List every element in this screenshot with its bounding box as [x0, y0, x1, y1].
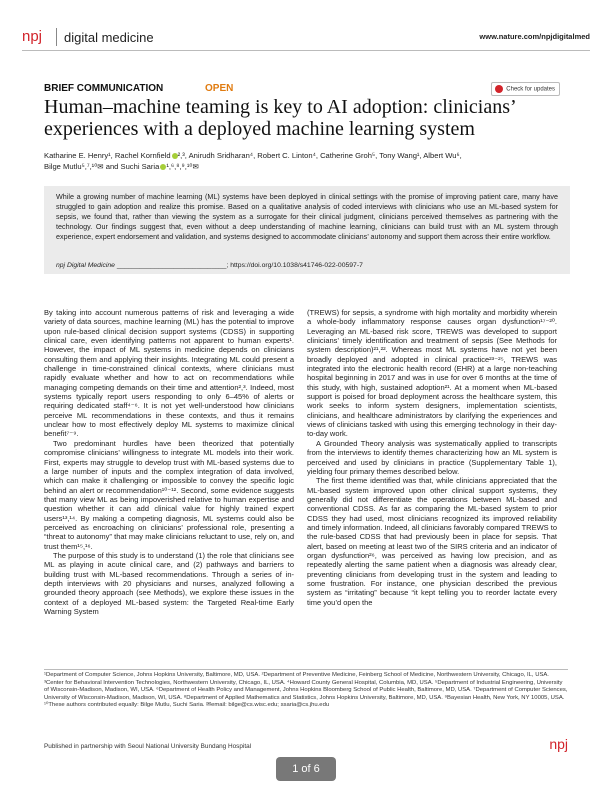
body-column-left [44, 308, 294, 616]
journal-url[interactable]: www.nature.com/npjdigitalmed [479, 32, 590, 41]
body-paragraph: The purpose of this study is to understand (1) the role that clinicians see ML as playing in acute clinical care, and (2) pathways and barriers to building trust with ML-based recommendations. Through a series of in-depth interviews with 20 physicians and nurses, analyzed following a grounded theory approach (see Methods), we explore these issues in the context of a deployed ML-based system: the Targeted Real-time Early Warning System [44, 550, 294, 616]
journal-name: digital medicine [64, 30, 154, 45]
body-paragraph: Two predominant hurdles have been theorized that potentially compromise clinicians’ willingness to integrate ML models into their work. First, experts may struggle to develop trust with ML-based systems due to a large number of inputs and the complex integration of data involved, which can make it challenging or impossible to convey the specific logic behind an alert or recommendation¹⁰⁻¹². Second, some evidence suggests that many view ML as being impoverished relative to human expertise and question whether it can add clinical value for highly trained expert users¹³,¹⁴. By making a competing diagnosis, ML systems could also be perceived as encroaching on clinicians’ professional role, presenting a “threat to autonomy” that may make clinicians reluctant to use, rely on, and trust them¹⁵,¹⁶. [44, 438, 294, 551]
journal-header [22, 26, 590, 48]
abstract-text: While a growing number of machine learning (ML) systems have been deployed in clinical settings with the promise of improving patient care, many have struggled to gain adoption and realize this promise. Based on a qualitative analysis of coded interviews with clinicians who use an ML-based system for sepsis, we found that, rather than viewing the system as a surrogate for their clinical judgment, clinicians perceived themselves as partnering with the technology. Our findings suggest that, even without a deep understanding of machine learning, clinicians can build trust with an ML system through experience, expert endorsement and validation, and systems designed to accommodate clinicians’ autonomy and support them across their entire workflow. [56, 192, 558, 242]
authors-part-3: Bilge Mutlu⁵,⁷,¹⁰✉ and Suchi Saria [44, 162, 160, 171]
check-for-updates-button[interactable] [491, 82, 560, 96]
logo-divider [56, 28, 57, 46]
affiliation-footnotes: ¹Department of Computer Science, Johns Hopkins University, Baltimore, MD, USA. ²Department of Preventive Medicine, Feinberg School of Medicine, Northwestern University, Chicago, IL, USA. ³Center for Behavioral Intervention Technologies, Northwestern University, Chicago, IL, USA. ⁴Howard County General Hospital, Columbia, MD, USA. ⁵Department of Industrial Engineering, University of Wisconsin-Madison, Madison, WI, USA. ⁶Department of Health Policy and Management, Johns Hopkins Bloomberg School of Public Health, Baltimore, MD, USA. ⁷Department of Computer Sciences, University of Wisconsin-Madison, Madison, WI, USA. ⁸Department of Applied Mathematics and Statistics, Johns Hopkins University, Baltimore, MD, USA. ⁹Bayesian Health, New York, NY 10005, USA. ¹⁰These authors contributed equally: Bilge Mutlu, Suchi Saria. ✉email: bilge@cs.wisc.edu; ssaria@cs.jhu.edu [44, 672, 568, 709]
citation-doi[interactable]: _____________________________; https://doi.org/10.1038/s41746-022-00597-7 [114, 262, 363, 269]
body-paragraph: (TREWS) for sepsis, a syndrome with high mortality and morbidity wherein a whole-body inflammatory response causes organ dysfunction¹⁷⁻²⁰. Leveraging an ML-based risk score, TREWS was developed to support clinicians’ timely identification and treatment of sepsis (See Methods for system description)²¹,²². Whereas most ML systems have not yet been broadly deployed and adopted in clinical practice²³⁻²⁵, TREWS was integrated into the electronic health record (EHR) at a large non-teaching hospital beginning in 2017 and was in use for over 6 months at the time of this study, with high, sustained adoption²¹. At a moment when ML-based support is poised for broad deployment across the healthcare system, this work seeks to inform system designers, implementation scientists, clinicians, and healthcare administrators by clarifying the experiences and views of clinicians tasked with using this emerging technology in their day-to-day work. [307, 308, 557, 439]
updates-icon [495, 85, 503, 93]
body-paragraph: By taking into account numerous patterns of risk and leveraging a wide variety of data sources, machine learning (ML) has the potential to improve upon rule-based clinical decision support systems (CDSS) in supporting clinical care, even identifying patterns not apparent to human experts¹. However, the impact of ML systems in medicine depends on clinicians consulting them and applying their insights. Integrating ML could present a challenge in time-constrained clinical contexts, where clinicians must rapidly evaluate whether and how to act on recommendations while managing competing demands on their time and attention²,³. Indeed, most systems typically report users responding to only 6–45% of alerts or requiring dedicated staff⁴⁻⁶. It is not yet well-understood how clinicians perceive ML recommendations in these contexts, and thus it remains unclear how to most effectively deploy ML systems to maximize clinical benefit⁷⁻⁹. [44, 308, 294, 439]
citation-line [56, 262, 363, 269]
header-rule [22, 50, 590, 51]
footnote-rule [44, 669, 568, 670]
authors-part-2: ²,³, Anirudh Sridharan⁴, Robert C. Linton⁴, Catherine Groh⁵, Tony Wang¹, Albert Wu⁶, [177, 151, 462, 160]
footer-npj-logo: npj [549, 736, 568, 752]
author-list [44, 150, 564, 172]
updates-label: Check for updates [506, 86, 555, 93]
authors-part-4: ¹,⁶,⁸,⁹,¹⁰✉ [166, 162, 199, 171]
citation-journal: npj Digital Medicine [56, 262, 115, 269]
body-paragraph: A Grounded Theory analysis was systematically applied to transcripts from the interviews to identify themes characterizing how an ML system is perceived and used by clinicians in practice (Supplementary Table 1), yielding four primary themes described below. [307, 438, 557, 476]
npj-logo: npj [22, 28, 43, 45]
partnership-note: Published in partnership with Seoul National University Bundang Hospital [44, 743, 252, 750]
article-type: BRIEF COMMUNICATION [44, 83, 164, 94]
body-paragraph: The first theme identified was that, while clinicians appreciated that the ML-based system improved upon other clinical support systems, they generally did not differentiate the operations between ML-based and conventional CDSS. As far as comparing the ML-based system to prior CDSS they had used, most clinicians recognized its improved reliability and timely information. Indeed, all clinicians favorably compared TREWS to the rule-based CDSS that had previously been in place for sepsis. That alert, based on meeting at least two of the SIRS criteria and an indicator of organ dysfunction²⁶, was perceived as having low precision, and as repeatedly alerting the same patient when a diagnosis was already clear, preventing clinicians from developing trust in the system and leading to some frustration. For instance, one physician described the previous system as “irritating” because “it kept telling you to reorder lactate every time you’d open the [307, 476, 557, 607]
abstract-box [44, 186, 570, 274]
page-indicator: 1 of 6 [276, 757, 336, 781]
open-access-label: OPEN [205, 83, 234, 94]
authors-part-1: Katharine E. Henry¹, Rachel Kornfield [44, 151, 171, 160]
body-column-right [307, 308, 557, 607]
article-title: Human–machine teaming is key to AI adoption: clinicians’ experiences with a deployed machine learning system [44, 96, 516, 140]
